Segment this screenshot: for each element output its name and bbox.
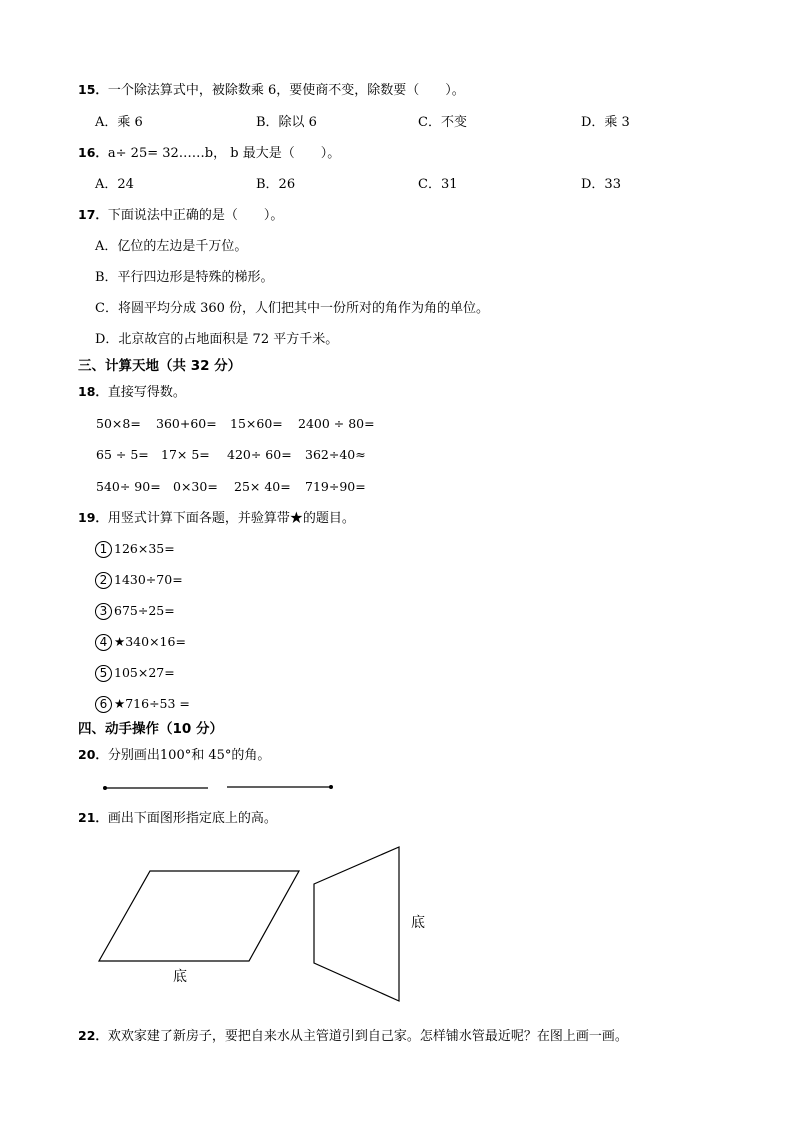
trapezoid-base-label: 底 [411,915,425,931]
q19-expr-1: 126×35= [114,541,175,556]
q19-expr-4: ★340×16= [114,634,186,649]
q20-number: 20． [78,747,108,762]
ray-segment-1[interactable] [103,786,208,790]
circled-number-icon: 2 [95,572,112,589]
q19-text: 用竖式计算下面各题，并验算带★的题目。 [107,511,355,526]
q22-number: 22． [78,1028,108,1043]
q18-r3-c2[interactable]: 0×30= [173,479,218,494]
ray-segment-2[interactable] [227,785,333,789]
q19-expr-5: 105×27= [114,665,175,680]
q18-r3-c4[interactable]: 719÷90= [305,479,366,494]
q18-number: 18． [78,384,108,399]
q19-expr-2: 1430÷70= [114,572,183,587]
q16-text: a÷ 25= 32……b， b 最大是（ ）。 [107,146,341,161]
q16-option-d[interactable]: D．33 [581,177,621,192]
q17-option-a[interactable]: A．亿位的左边是千万位。 [95,239,248,254]
q15-number: 15． [78,82,108,97]
q15-text: 一个除法算式中，被除数乘 6，要使商不变，除数要（ ）。 [107,83,465,98]
q16-option-b[interactable]: B．26 [256,177,296,192]
parallelogram-base-label: 底 [173,969,187,985]
q18-r3-c3[interactable]: 25× 40= [234,479,291,494]
q15-option-b[interactable]: B．除以 6 [256,115,317,130]
q16-number: 16． [78,145,108,160]
q16-option-a[interactable]: A．24 [95,177,134,192]
q19-expr-6: ★716÷53 = [114,696,190,711]
q17-option-d[interactable]: D．北京故宫的占地面积是 72 平方千米。 [95,332,339,347]
circled-number-icon: 4 [95,634,112,651]
q22-text: 欢欢家建了新房子，要把自来水从主管道引到自己家。怎样铺水管最近呢？在图上画一画。 [107,1029,628,1044]
q21-number: 21． [78,810,108,825]
section-4-heading: 四、动手操作（10 分） [78,721,223,737]
q18-r1-c3[interactable]: 15×60= [230,416,283,431]
q20-text: 分别画出100°和 45°的角。 [107,748,271,763]
q16-option-c[interactable]: C．31 [418,177,458,192]
circled-number-icon: 6 [95,696,112,713]
q18-r2-c2[interactable]: 17× 5= [161,447,210,462]
q18-r2-c1[interactable]: 65 ÷ 5= [96,447,149,462]
q17-text: 下面说法中正确的是（ ）。 [107,208,284,223]
q18-text: 直接写得数。 [107,385,186,400]
q18-r2-c3[interactable]: 420÷ 60= [227,447,292,462]
q17-number: 17． [78,207,108,222]
q18-r3-c1[interactable]: 540÷ 90= [96,479,161,494]
parallelogram-shape[interactable] [99,871,299,961]
section-3-heading: 三、计算天地（共 32 分） [78,358,242,374]
q17-option-c[interactable]: C．将圆平均分成 360 份，人们把其中一份所对的角作为角的单位。 [95,301,490,316]
q18-r1-c1[interactable]: 50×8= [96,416,141,431]
circled-number-icon: 3 [95,603,112,620]
circled-number-icon: 1 [95,541,112,558]
q15-option-a[interactable]: A．乘 6 [95,115,143,130]
q21-text: 画出下面图形指定底上的高。 [107,811,277,826]
q18-r1-c2[interactable]: 360+60= [156,416,217,431]
q18-r2-c4[interactable]: 362÷40≈ [305,447,366,462]
circled-number-icon: 5 [95,665,112,682]
q15-option-d[interactable]: D．乘 3 [581,115,630,130]
q15-option-c[interactable]: C．不变 [418,115,467,130]
q19-number: 19． [78,510,108,525]
q18-r1-c4[interactable]: 2400 ÷ 80= [298,416,375,431]
q17-option-b[interactable]: B．平行四边形是特殊的梯形。 [95,270,274,285]
q19-expr-3: 675÷25= [114,603,175,618]
trapezoid-shape[interactable] [314,847,399,1001]
